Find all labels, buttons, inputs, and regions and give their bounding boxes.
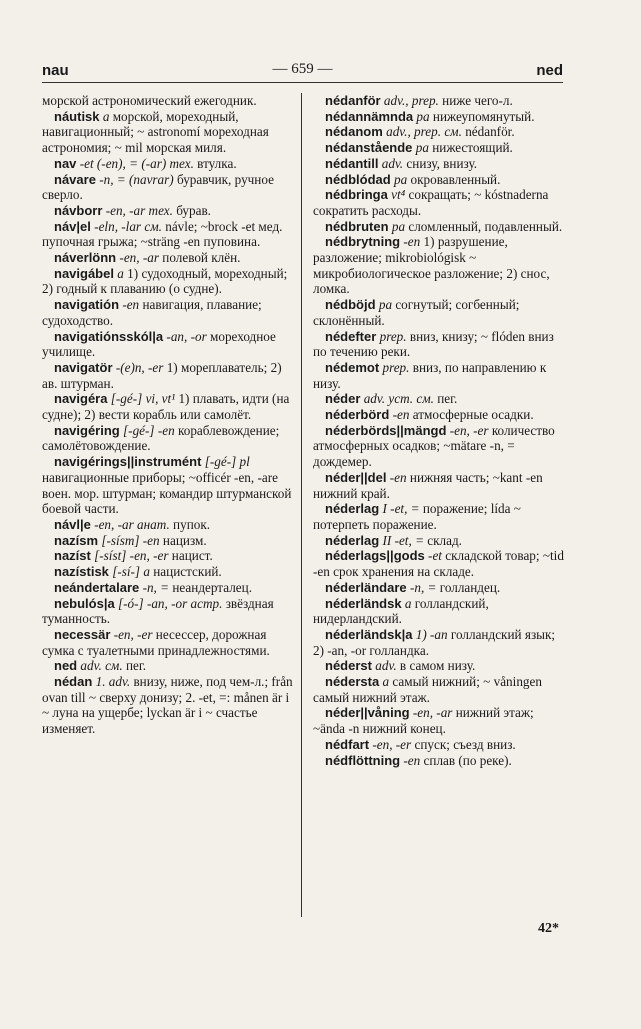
- entry-headword: néderst: [325, 658, 372, 674]
- entry-definition: снизу, внизу.: [406, 155, 478, 171]
- entry-grammar: II -et, =: [382, 532, 424, 548]
- entry-grammar: prep.: [382, 359, 410, 375]
- signature-mark: 42*: [538, 921, 559, 936]
- running-head-right: ned: [536, 62, 563, 79]
- entry-grammar: -an, -or: [166, 328, 207, 344]
- entry-definition: складской товар; ~tid -en срок хранения на складе.: [313, 548, 564, 580]
- entry-definition: нижняя часть; ~kant -en нижний край.: [313, 469, 543, 501]
- entry-grammar: [-sísm] -en: [101, 532, 160, 548]
- entry-definition: полевой клён.: [162, 250, 241, 266]
- dictionary-entry: [313, 580, 565, 596]
- entry-headword: nédfart: [325, 736, 370, 752]
- entry-definition: кораблевождение; самолётовождение.: [42, 422, 280, 454]
- entry-headword: neándertalare: [54, 579, 140, 595]
- dictionary-entry: [42, 658, 294, 674]
- entry-headword: navigábel: [54, 265, 114, 281]
- entry-headword: nédbrytning: [325, 234, 401, 250]
- dictionary-entry: [313, 705, 565, 736]
- entry-grammar: adv., prep.: [383, 93, 439, 108]
- entry-definition: 1) судоходный, мореходный; 2) годный к плаванию (о судне).: [42, 265, 288, 297]
- dictionary-entry: [313, 407, 565, 423]
- entry-headword: návl|e: [54, 516, 91, 532]
- entry-definition: склад.: [427, 532, 462, 548]
- entry-definition: пег.: [437, 391, 458, 407]
- dictionary-entry: [313, 423, 565, 470]
- entry-headword: néder||del: [325, 469, 387, 485]
- page-header: [42, 60, 563, 83]
- entry-definition: втулка.: [197, 155, 237, 171]
- entry-grammar: -eln, -lar см.: [94, 218, 162, 234]
- entry-grammar: -en: [392, 407, 410, 423]
- entry-definition: буравчик, ручное сверло.: [42, 171, 274, 203]
- entry-definition: морской астрономический ежегодник.: [42, 93, 257, 108]
- entry-headword: náverlönn: [54, 250, 117, 266]
- entry-definition: голландский, нидерландский.: [313, 595, 489, 627]
- entry-definition: сплав (по реке).: [423, 752, 512, 768]
- entry-grammar: pa: [378, 297, 393, 313]
- dictionary-entry: [42, 250, 294, 266]
- entry-grammar: [-gé-] pl: [204, 454, 250, 470]
- entry-headword: nédanom: [325, 124, 383, 140]
- dictionary-entry: [42, 109, 294, 156]
- entry-headword: nédbringa: [325, 187, 388, 203]
- entry-headword: nédanstående: [325, 140, 413, 156]
- entry-grammar: 1) -an: [415, 626, 448, 642]
- dictionary-entry: [42, 533, 294, 549]
- dictionary-entry: [42, 627, 294, 658]
- entry-grammar: I -et, =: [382, 501, 420, 517]
- entry-definition: бурав.: [176, 202, 211, 218]
- entry-headword: nazíst: [54, 548, 91, 564]
- entry-headword: néderländsk: [325, 595, 402, 611]
- entry-definition: мореходное училище.: [42, 328, 276, 360]
- dictionary-entry: [313, 548, 565, 579]
- entry-grammar: a: [404, 595, 412, 611]
- entry-definition: внизу, ниже, под чем-л.; från ovan till ~ сверху донизу; 2. -et, =: månen är i ~ луна на ущербе; lyckan är i ~ счастье изменяет.: [42, 674, 293, 737]
- entry-headword: néder: [325, 391, 361, 407]
- entry-headword: navigatör: [54, 359, 113, 375]
- entry-definition: nédanför.: [465, 124, 515, 140]
- dictionary-entry: [313, 596, 565, 627]
- page-number: — 659 —: [272, 61, 333, 77]
- entry-definition: поражение; lída ~ потерпеть поражение.: [313, 501, 521, 532]
- left-column: [42, 93, 294, 737]
- entry-grammar: -en, -ar: [119, 250, 159, 266]
- entry-grammar: -en, -ar анат.: [94, 516, 170, 532]
- entry-headword: nédantill: [325, 155, 379, 171]
- entry-grammar: -en, -ar тех.: [105, 202, 173, 218]
- entry-headword: nazísm: [54, 532, 99, 548]
- entry-headword: navigéring: [54, 422, 120, 438]
- entry-grammar: -et: [428, 548, 442, 564]
- entry-headword: návborr: [54, 202, 103, 218]
- entry-grammar: vt⁴: [391, 187, 406, 203]
- entry-headword: nédanför: [325, 93, 381, 108]
- right-column: [313, 93, 565, 768]
- entry-headword: nav: [54, 155, 77, 171]
- entry-grammar: adv. уст. см.: [363, 391, 434, 407]
- entry-definition: сломленный, подавленный.: [408, 218, 563, 234]
- entry-grammar: -en: [122, 297, 140, 313]
- entry-definition: пупок.: [173, 516, 211, 532]
- entry-definition: голландец.: [439, 579, 501, 595]
- dictionary-entry: [313, 234, 565, 297]
- entry-headword: néderländsk|a: [325, 626, 413, 642]
- dictionary-entry: [313, 627, 565, 658]
- entry-grammar: -en, -er: [372, 736, 412, 752]
- entry-definition: окровавленный.: [410, 171, 501, 187]
- dictionary-entry: [42, 297, 294, 328]
- entry-headword: nédan: [54, 674, 93, 690]
- dictionary-entry: [313, 109, 565, 125]
- entry-definition: навигация, плавание; судоходство.: [42, 297, 262, 328]
- dictionary-entry: [313, 156, 565, 172]
- entry-headword: navigatión: [54, 297, 120, 313]
- entry-headword: nédböjd: [325, 297, 376, 313]
- dictionary-entry: [42, 423, 294, 454]
- entry-headword: néderlag: [325, 501, 380, 517]
- entry-grammar: pa: [415, 140, 429, 156]
- dictionary-entry: [313, 124, 565, 140]
- dictionary-entry: [42, 360, 294, 391]
- entry-grammar: -n, = (navrar): [99, 171, 174, 187]
- dictionary-entry: [42, 596, 294, 627]
- dictionary-entry: [313, 658, 565, 674]
- entry-headword: néderbörd: [325, 407, 390, 423]
- entry-definition: сокращать; ~ kóstnaderna сократить расходы.: [313, 187, 549, 218]
- dictionary-entry: [313, 360, 565, 391]
- entry-grammar: [-gé-] -en: [123, 422, 175, 438]
- entry-grammar: [-ó-] -an, -or астр.: [118, 595, 223, 611]
- dictionary-entry: [313, 297, 565, 328]
- entry-definition: в самом низу.: [399, 658, 476, 674]
- entry-grammar: -(e)n, -er: [115, 359, 164, 375]
- entry-grammar: -n, =: [409, 579, 437, 595]
- dictionary-entry: [42, 564, 294, 580]
- entry-headword: néderländare: [325, 579, 407, 595]
- entry-headword: návare: [54, 171, 96, 187]
- dictionary-entry: [313, 501, 565, 532]
- entry-definition: нижестоящий.: [432, 140, 513, 156]
- dictionary-entry: [313, 533, 565, 549]
- entry-definition: нацистский.: [153, 564, 222, 580]
- dictionary-entry: [313, 470, 565, 501]
- entry-headword: nédflöttning: [325, 752, 401, 768]
- entry-grammar: -en, -er: [449, 422, 489, 438]
- entry-headword: nédemot: [325, 359, 380, 375]
- entry-definition: спуск; съезд вниз.: [414, 736, 516, 752]
- entry-grammar: -n, =: [142, 579, 170, 595]
- entry-headword: navigérings||instrumént: [54, 454, 202, 470]
- entry-definition: 1) разрушение, разложение; mikrobiológisk ~ микробиологическое разложение; 2) снос, ломка.: [313, 234, 550, 297]
- running-head-left: nau: [42, 62, 69, 79]
- dictionary-entry: [313, 93, 565, 109]
- dictionary-entry: [42, 517, 294, 533]
- dictionary-entry: [42, 580, 294, 596]
- entry-definition: 1) плавать, идти (на судне); 2) вести корабль или самолёт.: [42, 391, 290, 423]
- entry-definition: ниже чего-л.: [442, 93, 513, 108]
- entry-grammar: -en: [403, 752, 421, 768]
- entry-definition: 1) мореплаватель; 2) ав. штурман.: [42, 359, 282, 391]
- entry-grammar: -en, -er: [113, 626, 153, 642]
- entry-grammar: adv. см.: [80, 658, 123, 674]
- entry-grammar: -en, -ar: [412, 705, 453, 721]
- dictionary-entry: [313, 219, 565, 235]
- entry-definition: неандерталец.: [172, 579, 252, 595]
- entry-definition: вниз, книзу; ~ flóden вниз по течению реки.: [313, 328, 554, 360]
- entry-grammar: pa: [394, 171, 408, 187]
- entry-definition: пег.: [125, 658, 147, 674]
- dictionary-entry: [313, 391, 565, 407]
- entry-headword: néderlag: [325, 532, 380, 548]
- entry-grammar: a: [382, 674, 390, 690]
- entry-definition: нацист.: [171, 548, 213, 564]
- dictionary-entry: [313, 753, 565, 769]
- entry-headword: necessär: [54, 626, 111, 642]
- dictionary-entry: [313, 737, 565, 753]
- entry-headword: néder||våning: [325, 705, 410, 721]
- entry-definition: морской, мореходный, навигационный; ~ astronomí мореходная астрономия; ~ mil морская миля.: [42, 108, 269, 156]
- entry-grammar: 1. adv.: [95, 674, 131, 690]
- entry-definition: návle; ~brock -et мед. пупочная грыжа; ~sträng -en пуповина.: [42, 218, 283, 250]
- entry-headword: nédbruten: [325, 218, 389, 234]
- dictionary-entry: [42, 203, 294, 219]
- entry-definition: звёздная туманность.: [42, 595, 274, 627]
- dictionary-entry: [313, 172, 565, 188]
- entry-grammar: prep.: [379, 328, 407, 344]
- entry-headword: navigatiónsskól|a: [54, 328, 164, 344]
- entry-grammar: adv.: [381, 155, 404, 171]
- dictionary-entry: [42, 172, 294, 203]
- entry-headword: néderlags||gods: [325, 548, 425, 564]
- entry-grammar: [-gé-] vi, vt¹: [110, 391, 176, 407]
- dictionary-entry: [42, 548, 294, 564]
- entry-headword: ned: [54, 658, 78, 674]
- dictionary-entry: [42, 266, 294, 297]
- entry-headword: náv|el: [54, 218, 91, 234]
- entry-headword: nédefter: [325, 328, 377, 344]
- dictionary-entry: [313, 674, 565, 705]
- entry-grammar: pa: [391, 218, 406, 234]
- entry-definition: нижний этаж; ~ända -n нижний конец.: [313, 705, 534, 737]
- entry-definition: нацизм.: [162, 532, 207, 548]
- entry-headword: navigéra: [54, 391, 108, 407]
- entry-grammar: adv., prep. см.: [386, 124, 462, 140]
- entry-definition: количество атмосферных осадков; ~mätare -n, = дождемер.: [313, 422, 555, 470]
- entry-headword: néderbörds||mängd: [325, 422, 447, 438]
- entry-definition: вниз, по направлению к низу.: [313, 359, 547, 391]
- dictionary-entry: [42, 329, 294, 360]
- entry-headword: nédannämnda: [325, 108, 414, 124]
- entry-grammar: a: [102, 108, 110, 124]
- entry-definition: атмосферные осадки.: [412, 407, 534, 423]
- dictionary-entry: [313, 329, 565, 360]
- dictionary-entry: [42, 156, 294, 172]
- entry-definition: голландский язык; 2) -an, -or голландка.: [313, 626, 556, 658]
- entry-headword: nebulós|a: [54, 595, 115, 611]
- entry-grammar: adv.: [375, 658, 397, 674]
- dictionary-entry: [42, 219, 294, 250]
- entry-headword: nédersta: [325, 674, 380, 690]
- dictionary-entry: [313, 187, 565, 218]
- dictionary-entry: [42, 391, 294, 422]
- entry-definition: самый нижний; ~ våningen самый нижний этаж.: [313, 674, 542, 705]
- entry-grammar: -en: [403, 234, 421, 250]
- entry-grammar: pa: [416, 108, 430, 124]
- entry-grammar: a: [117, 265, 124, 281]
- entry-definition: согнутый; согбенный; склонённый.: [313, 297, 520, 328]
- entry-headword: náutisk: [54, 108, 100, 124]
- dictionary-entry: [313, 140, 565, 156]
- entry-grammar: -et (-en), = (-ar) тех.: [79, 155, 194, 171]
- entry-headword: nédblódad: [325, 171, 391, 187]
- entry-headword: nazístisk: [54, 564, 109, 580]
- dictionary-entry: [42, 674, 294, 737]
- entry-grammar: -en: [389, 469, 407, 485]
- entry-definition: навигационные приборы; ~officér -en, -are воен. мор. штурман; командир штурманской боевой части.: [42, 469, 292, 517]
- entry-definition: нижеупомянутый.: [432, 108, 535, 124]
- dictionary-entry: [42, 93, 294, 109]
- dictionary-entry: [42, 454, 294, 517]
- column-divider: [301, 93, 302, 917]
- entry-definition: несессер, дорожная сумка с туалетными принадлежностями.: [42, 626, 270, 658]
- entry-grammar: [-sí-] a: [112, 564, 150, 580]
- entry-grammar: [-síst] -en, -er: [94, 548, 169, 564]
